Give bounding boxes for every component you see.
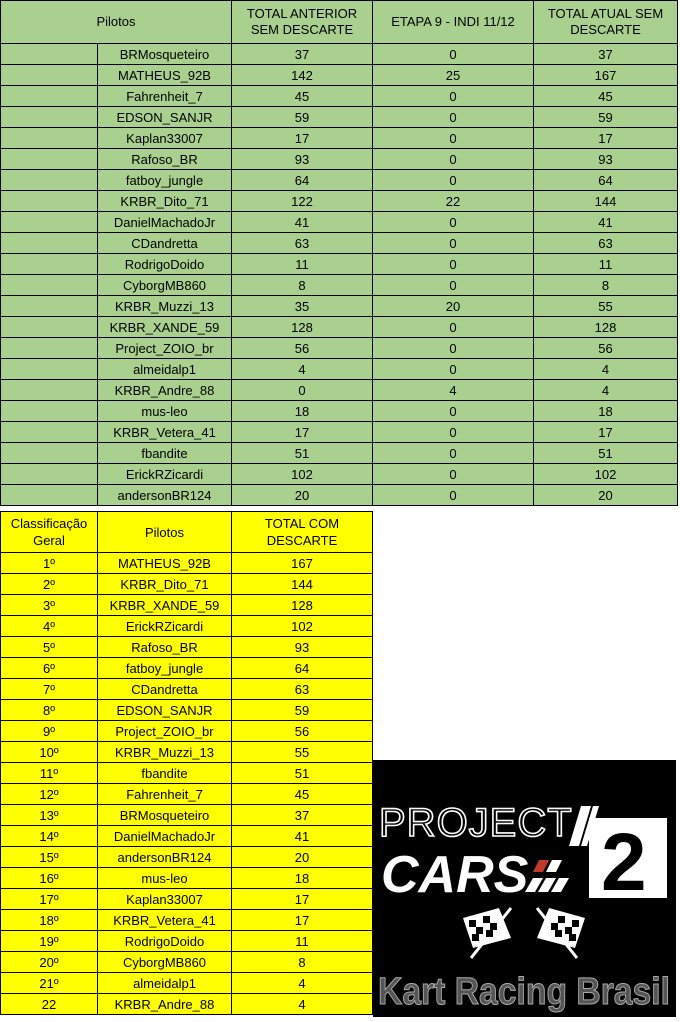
table-row xyxy=(1,275,678,296)
empty-cell[interactable] xyxy=(1,464,98,485)
position-cell[interactable]: 9º xyxy=(1,721,98,742)
table-row xyxy=(1,721,373,742)
crossed-checkered-flags-icon xyxy=(463,908,585,958)
position-cell[interactable]: 5º xyxy=(1,637,98,658)
current-total-cell[interactable]: 4 xyxy=(534,380,678,401)
table-row xyxy=(1,128,678,149)
total-with-discard-cell[interactable]: 4 xyxy=(232,994,373,1015)
total-with-discard-cell[interactable]: 8 xyxy=(232,952,373,973)
pilot-name-cell[interactable]: Rafoso_BR xyxy=(98,149,232,170)
pilot-name-cell[interactable]: BRMosqueteiro xyxy=(98,805,232,826)
prev-total-cell[interactable]: 0 xyxy=(232,380,373,401)
table-row xyxy=(1,464,678,485)
stage-points-cell[interactable]: 0 xyxy=(373,464,534,485)
table-row xyxy=(1,637,373,658)
stage-points-cell[interactable]: 0 xyxy=(373,44,534,65)
total-with-discard-cell[interactable]: 63 xyxy=(232,679,373,700)
table-row xyxy=(1,359,678,380)
table-row xyxy=(1,742,373,763)
table-row xyxy=(1,700,373,721)
table-row xyxy=(1,443,678,464)
prev-total-cell[interactable]: 56 xyxy=(232,338,373,359)
empty-cell[interactable] xyxy=(1,191,98,212)
pilot-name-cell[interactable]: KRBR_Andre_88 xyxy=(98,994,232,1015)
table-row xyxy=(1,107,678,128)
pilot-name-cell[interactable]: Project_ZOIO_br xyxy=(98,338,232,359)
empty-cell[interactable] xyxy=(1,107,98,128)
table-row xyxy=(1,826,373,847)
logo-caption: Kart Racing Brasil xyxy=(378,971,670,1013)
stage-points-cell[interactable]: 0 xyxy=(373,170,534,191)
table-row xyxy=(1,889,373,910)
position-cell[interactable]: 15º xyxy=(1,847,98,868)
stage-points-cell[interactable]: 0 xyxy=(373,86,534,107)
pilot-name-cell[interactable]: CDandretta xyxy=(98,233,232,254)
pilot-name-cell[interactable]: KRBR_XANDE_59 xyxy=(98,317,232,338)
table-row xyxy=(1,952,373,973)
empty-cell[interactable] xyxy=(1,86,98,107)
table-row xyxy=(1,658,373,679)
table-row xyxy=(1,847,373,868)
pilot-name-cell[interactable]: DanielMachadoJr xyxy=(98,826,232,847)
current-total-cell[interactable]: 51 xyxy=(534,443,678,464)
pilot-name-cell[interactable]: Rafoso_BR xyxy=(98,637,232,658)
position-cell[interactable]: 11º xyxy=(1,763,98,784)
stage-points-cell[interactable]: 0 xyxy=(373,338,534,359)
prev-total-cell[interactable]: 128 xyxy=(232,317,373,338)
table-row xyxy=(1,380,678,401)
stage-points-cell[interactable]: 0 xyxy=(373,233,534,254)
total-with-discard-cell[interactable]: 17 xyxy=(232,889,373,910)
stage-points-cell[interactable]: 0 xyxy=(373,443,534,464)
total-with-discard-cell[interactable]: 17 xyxy=(232,910,373,931)
table-row xyxy=(1,763,373,784)
position-cell[interactable]: 17º xyxy=(1,889,98,910)
prev-total-cell[interactable]: 8 xyxy=(232,275,373,296)
header-pilotos[interactable]: Pilotos xyxy=(98,512,232,553)
empty-cell[interactable] xyxy=(1,212,98,233)
stage-points-cell[interactable]: 0 xyxy=(373,128,534,149)
table-row xyxy=(1,679,373,700)
header-classificacao[interactable]: Classificação Geral xyxy=(1,512,98,553)
position-cell[interactable]: 13º xyxy=(1,805,98,826)
prev-total-cell[interactable]: 63 xyxy=(232,233,373,254)
header-total-com-descarte[interactable]: TOTAL COM DESCARTE xyxy=(232,512,373,553)
prev-total-cell[interactable]: 102 xyxy=(232,464,373,485)
current-total-cell[interactable]: 59 xyxy=(534,107,678,128)
current-total-cell[interactable]: 17 xyxy=(534,422,678,443)
prev-total-cell[interactable]: 93 xyxy=(232,149,373,170)
pilot-name-cell[interactable]: ErickRZicardi xyxy=(98,464,232,485)
position-cell[interactable]: 12º xyxy=(1,784,98,805)
stage-points-cell[interactable]: 0 xyxy=(373,212,534,233)
total-with-discard-cell[interactable]: 144 xyxy=(232,574,373,595)
stage-points-cell[interactable]: 0 xyxy=(373,422,534,443)
current-total-cell[interactable]: 8 xyxy=(534,275,678,296)
table-row xyxy=(1,910,373,931)
table-row xyxy=(1,191,678,212)
table-row xyxy=(1,86,678,107)
total-with-discard-cell[interactable]: 51 xyxy=(232,763,373,784)
pilot-name-cell[interactable]: Project_ZOIO_br xyxy=(98,721,232,742)
total-with-discard-cell[interactable]: 93 xyxy=(232,637,373,658)
prev-total-cell[interactable]: 20 xyxy=(232,485,373,506)
current-total-cell[interactable]: 4 xyxy=(534,359,678,380)
table-row xyxy=(1,44,678,65)
table-row xyxy=(1,401,678,422)
table-row xyxy=(1,973,373,994)
stage-points-cell[interactable]: 0 xyxy=(373,359,534,380)
total-with-discard-cell[interactable]: 56 xyxy=(232,721,373,742)
position-cell[interactable]: 18º xyxy=(1,910,98,931)
table-row xyxy=(1,784,373,805)
position-cell[interactable]: 2º xyxy=(1,574,98,595)
current-total-cell[interactable]: 18 xyxy=(534,401,678,422)
table-row xyxy=(1,616,373,637)
empty-cell[interactable] xyxy=(1,275,98,296)
pilot-name-cell[interactable]: MATHEUS_92B xyxy=(98,553,232,574)
pilot-name-cell[interactable]: CDandretta xyxy=(98,679,232,700)
stage-points-cell[interactable]: 0 xyxy=(373,254,534,275)
total-with-discard-cell[interactable]: 4 xyxy=(232,973,373,994)
position-cell[interactable]: 3º xyxy=(1,595,98,616)
table-row xyxy=(1,805,373,826)
total-with-discard-cell[interactable]: 37 xyxy=(232,805,373,826)
prev-total-cell[interactable]: 59 xyxy=(232,107,373,128)
pilot-name-cell[interactable]: mus-leo xyxy=(98,401,232,422)
current-total-cell[interactable]: 45 xyxy=(534,86,678,107)
empty-cell[interactable] xyxy=(1,401,98,422)
total-with-discard-cell[interactable]: 41 xyxy=(232,826,373,847)
empty-cell[interactable] xyxy=(1,128,98,149)
position-cell[interactable]: 21º xyxy=(1,973,98,994)
current-total-cell[interactable]: 128 xyxy=(534,317,678,338)
total-with-discard-cell[interactable]: 59 xyxy=(232,700,373,721)
position-cell[interactable]: 6º xyxy=(1,658,98,679)
pilot-name-cell[interactable]: mus-leo xyxy=(98,868,232,889)
position-cell[interactable]: 14º xyxy=(1,826,98,847)
empty-cell[interactable] xyxy=(1,296,98,317)
table-row xyxy=(1,212,678,233)
prev-total-cell[interactable]: 37 xyxy=(232,44,373,65)
current-total-cell[interactable]: 102 xyxy=(534,464,678,485)
total-with-discard-cell[interactable]: 167 xyxy=(232,553,373,574)
table-row xyxy=(1,338,678,359)
standings-table xyxy=(0,511,373,1015)
pilot-name-cell[interactable]: fatboy_jungle xyxy=(98,658,232,679)
pilot-name-cell[interactable]: CyborgMB860 xyxy=(98,275,232,296)
table-row xyxy=(1,595,373,616)
table-row xyxy=(1,485,678,506)
table-row xyxy=(1,149,678,170)
empty-cell[interactable] xyxy=(1,170,98,191)
current-total-cell[interactable]: 20 xyxy=(534,485,678,506)
position-cell[interactable]: 16º xyxy=(1,868,98,889)
logo-line1: PROJECT xyxy=(379,801,573,845)
prev-total-cell[interactable]: 142 xyxy=(232,65,373,86)
pilot-name-cell[interactable]: KRBR_XANDE_59 xyxy=(98,595,232,616)
pilot-name-cell[interactable]: KRBR_Dito_71 xyxy=(98,191,232,212)
pilot-name-cell[interactable]: KRBR_Muzzi_13 xyxy=(98,296,232,317)
pilot-name-cell[interactable]: Fahrenheit_7 xyxy=(98,86,232,107)
prev-total-cell[interactable]: 45 xyxy=(232,86,373,107)
logo-cars-stripes xyxy=(525,860,569,892)
standings-table-header-row xyxy=(1,512,373,553)
empty-cell[interactable] xyxy=(1,44,98,65)
empty-cell[interactable] xyxy=(1,359,98,380)
stage-points-cell[interactable]: 0 xyxy=(373,107,534,128)
prev-total-cell[interactable]: 17 xyxy=(232,422,373,443)
pilot-name-cell[interactable]: fbandite xyxy=(98,763,232,784)
table-row xyxy=(1,553,373,574)
pilot-name-cell[interactable]: DanielMachadoJr xyxy=(98,212,232,233)
stage-points-cell[interactable]: 20 xyxy=(373,296,534,317)
empty-cell[interactable] xyxy=(1,233,98,254)
points-table-header-row xyxy=(1,1,678,44)
pilot-name-cell[interactable]: KRBR_Muzzi_13 xyxy=(98,742,232,763)
pilot-name-cell[interactable]: EDSON_SANJR xyxy=(98,700,232,721)
table-row xyxy=(1,868,373,889)
pilot-name-cell[interactable]: MATHEUS_92B xyxy=(98,65,232,86)
empty-cell[interactable] xyxy=(1,443,98,464)
current-total-cell[interactable]: 37 xyxy=(534,44,678,65)
pilot-name-cell[interactable]: Kaplan33007 xyxy=(98,128,232,149)
current-total-cell[interactable]: 167 xyxy=(534,65,678,86)
empty-cell[interactable] xyxy=(1,65,98,86)
table-row xyxy=(1,931,373,952)
header-total-anterior[interactable]: TOTAL ANTERIOR SEM DESCARTE xyxy=(232,1,373,44)
pilot-name-cell[interactable]: andersonBR124 xyxy=(98,847,232,868)
table-row xyxy=(1,296,678,317)
pilot-name-cell[interactable]: RodrigoDoido xyxy=(98,931,232,952)
position-cell[interactable]: 4º xyxy=(1,616,98,637)
prev-total-cell[interactable]: 41 xyxy=(232,212,373,233)
pilot-name-cell[interactable]: EDSON_SANJR xyxy=(98,107,232,128)
current-total-cell[interactable]: 17 xyxy=(534,128,678,149)
prev-total-cell[interactable]: 64 xyxy=(232,170,373,191)
prev-total-cell[interactable]: 51 xyxy=(232,443,373,464)
empty-cell[interactable] xyxy=(1,485,98,506)
pilot-name-cell[interactable]: fatboy_jungle xyxy=(98,170,232,191)
pilot-name-cell[interactable]: KRBR_Vetera_41 xyxy=(98,910,232,931)
pilot-name-cell[interactable]: BRMosqueteiro xyxy=(98,44,232,65)
current-total-cell[interactable]: 93 xyxy=(534,149,678,170)
pilot-name-cell[interactable]: RodrigoDoido xyxy=(98,254,232,275)
current-total-cell[interactable]: 41 xyxy=(534,212,678,233)
position-cell[interactable]: 10º xyxy=(1,742,98,763)
table-row xyxy=(1,574,373,595)
pilot-name-cell[interactable]: fbandite xyxy=(98,443,232,464)
total-with-discard-cell[interactable]: 11 xyxy=(232,931,373,952)
total-with-discard-cell[interactable]: 64 xyxy=(232,658,373,679)
table-row xyxy=(1,170,678,191)
total-with-discard-cell[interactable]: 102 xyxy=(232,616,373,637)
header-pilotos[interactable]: Pilotos xyxy=(1,1,232,44)
position-cell[interactable]: 19º xyxy=(1,931,98,952)
prev-total-cell[interactable]: 18 xyxy=(232,401,373,422)
stage-points-cell[interactable]: 0 xyxy=(373,401,534,422)
pilot-name-cell[interactable]: almeidalp1 xyxy=(98,973,232,994)
total-with-discard-cell[interactable]: 55 xyxy=(232,742,373,763)
points-table-current xyxy=(0,0,678,506)
stage-points-cell[interactable]: 0 xyxy=(373,317,534,338)
total-with-discard-cell[interactable]: 45 xyxy=(232,784,373,805)
total-with-discard-cell[interactable]: 18 xyxy=(232,868,373,889)
pilot-name-cell[interactable]: andersonBR124 xyxy=(98,485,232,506)
table-row xyxy=(1,994,373,1015)
stage-points-cell[interactable]: 25 xyxy=(373,65,534,86)
pilot-name-cell[interactable]: almeidalp1 xyxy=(98,359,232,380)
empty-cell[interactable] xyxy=(1,317,98,338)
current-total-cell[interactable]: 56 xyxy=(534,338,678,359)
current-total-cell[interactable]: 55 xyxy=(534,296,678,317)
logo-number: 2 xyxy=(601,817,647,908)
pilot-name-cell[interactable]: KRBR_Dito_71 xyxy=(98,574,232,595)
project-cars-2-logo xyxy=(373,760,676,1017)
empty-cell[interactable] xyxy=(1,422,98,443)
stage-points-cell[interactable]: 0 xyxy=(373,485,534,506)
pilot-name-cell[interactable]: ErickRZicardi xyxy=(98,616,232,637)
empty-cell[interactable] xyxy=(1,149,98,170)
table-row xyxy=(1,422,678,443)
prev-total-cell[interactable]: 122 xyxy=(232,191,373,212)
position-cell[interactable]: 20º xyxy=(1,952,98,973)
prev-total-cell[interactable]: 11 xyxy=(232,254,373,275)
empty-cell[interactable] xyxy=(1,380,98,401)
current-total-cell[interactable]: 64 xyxy=(534,170,678,191)
table-row xyxy=(1,317,678,338)
header-total-atual[interactable]: TOTAL ATUAL SEM DESCARTE xyxy=(534,1,678,44)
logo-line2: CARS xyxy=(381,846,529,904)
prev-total-cell[interactable]: 4 xyxy=(232,359,373,380)
pilot-name-cell[interactable]: CyborgMB860 xyxy=(98,952,232,973)
position-cell[interactable]: 1º xyxy=(1,553,98,574)
header-etapa[interactable]: ETAPA 9 - INDI 11/12 xyxy=(373,1,534,44)
prev-total-cell[interactable]: 17 xyxy=(232,128,373,149)
stage-points-cell[interactable]: 0 xyxy=(373,275,534,296)
current-total-cell[interactable]: 63 xyxy=(534,233,678,254)
current-total-cell[interactable]: 144 xyxy=(534,191,678,212)
empty-cell[interactable] xyxy=(1,338,98,359)
stage-points-cell[interactable]: 4 xyxy=(373,380,534,401)
current-total-cell[interactable]: 11 xyxy=(534,254,678,275)
prev-total-cell[interactable]: 35 xyxy=(232,296,373,317)
total-with-discard-cell[interactable]: 20 xyxy=(232,847,373,868)
pilot-name-cell[interactable]: Kaplan33007 xyxy=(98,889,232,910)
table-row xyxy=(1,65,678,86)
position-cell[interactable]: 7º xyxy=(1,679,98,700)
pilot-name-cell[interactable]: KRBR_Vetera_41 xyxy=(98,422,232,443)
pilot-name-cell[interactable]: Fahrenheit_7 xyxy=(98,784,232,805)
stage-points-cell[interactable]: 0 xyxy=(373,149,534,170)
total-with-discard-cell[interactable]: 128 xyxy=(232,595,373,616)
empty-cell[interactable] xyxy=(1,254,98,275)
position-cell[interactable]: 22 xyxy=(1,994,98,1015)
position-cell[interactable]: 8º xyxy=(1,700,98,721)
table-row xyxy=(1,254,678,275)
table-row xyxy=(1,233,678,254)
pilot-name-cell[interactable]: KRBR_Andre_88 xyxy=(98,380,232,401)
stage-points-cell[interactable]: 22 xyxy=(373,191,534,212)
